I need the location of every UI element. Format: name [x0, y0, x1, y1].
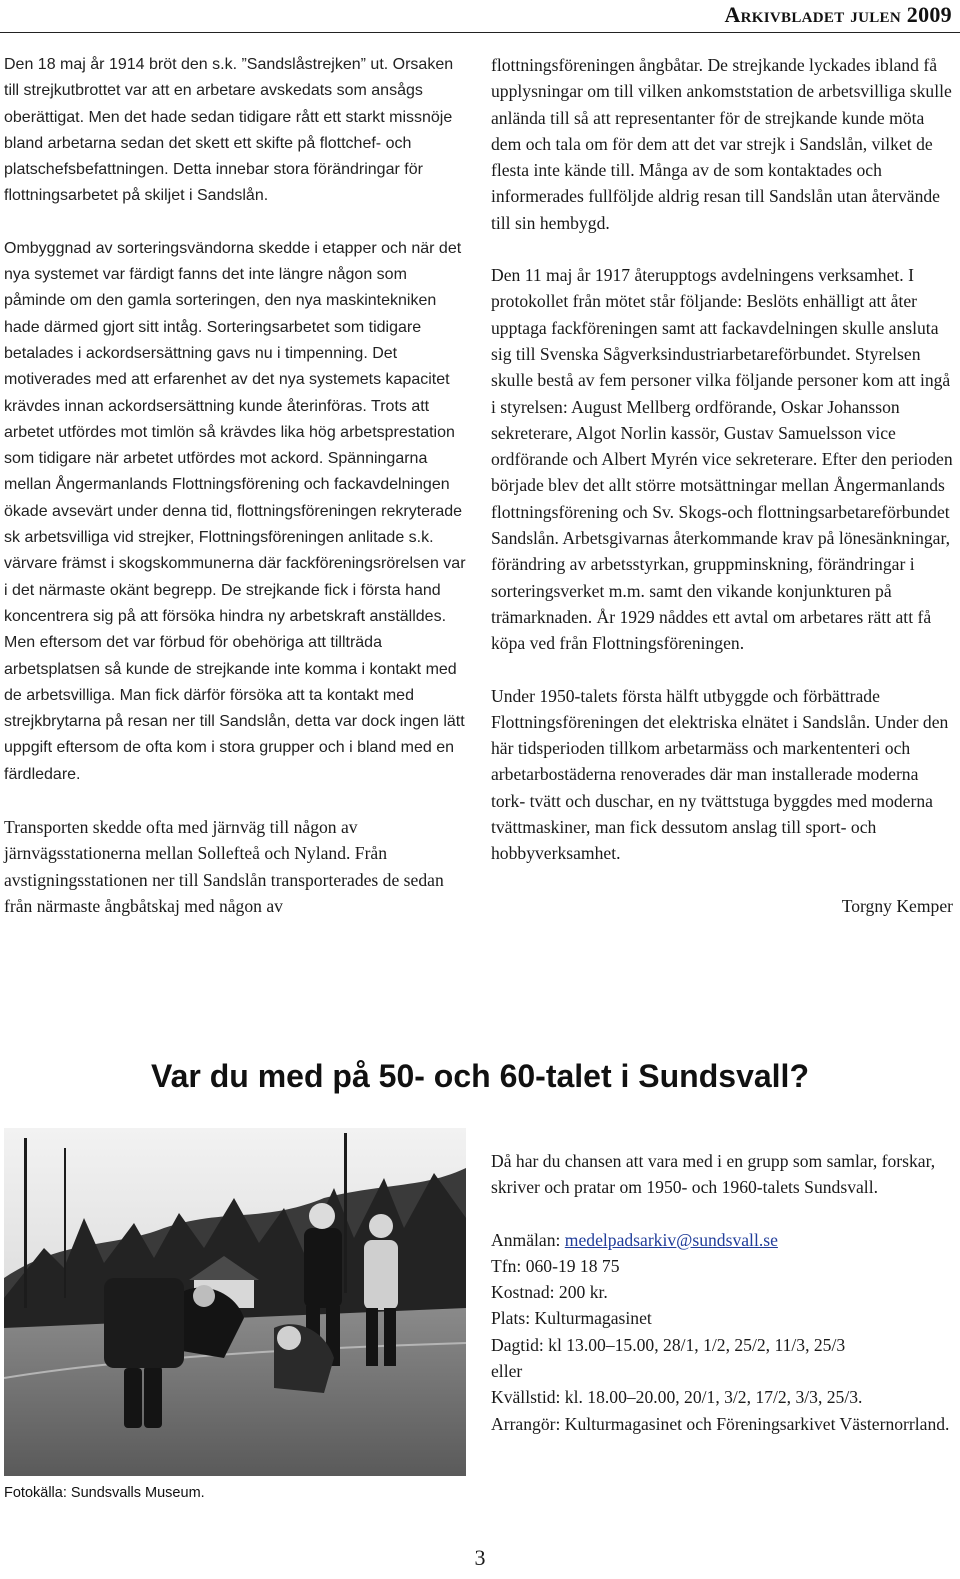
organizer-line: Arrangör: Kulturmagasinet och Föreningsarkivet Västernorrland. — [491, 1413, 950, 1434]
left-column — [4, 52, 466, 945]
signup-email-link[interactable]: medelpadsarkiv@sundsvall.se — [564, 1229, 778, 1250]
ad-intro: Då har du chansen att vara med i en grupp som samlar, forskar, skriver och pratar om 1950- och 1960-talets Sundsvall. — [491, 1151, 936, 1198]
article-paragraph: Under 1950-talets första hälft utbyggde och förbättrade Flottningsföreningen det elektriska elnätet i Sandslån. Under den här tidsperioden tillkom arbetarmäss och markententeri och arbetarbostäderna renoverades där man installerade moderna tork- tvätt och duschar, en ny tvättstuga byggdes med moderna tvättmaskiner, man fick dessutom anslag till sport- och hobbyverksamhet. — [491, 685, 949, 864]
historical-photo — [4, 1128, 466, 1476]
page-header — [0, 0, 960, 36]
phone-line: Tfn: 060-19 18 75 — [491, 1255, 620, 1276]
ad-body — [491, 1148, 953, 1437]
place-line: Plats: Kulturmagasinet — [491, 1308, 652, 1329]
cost-line: Kostnad: 200 kr. — [491, 1282, 608, 1303]
right-column — [491, 52, 953, 945]
article-paragraph: flottningsföreningen ångbåtar. De strejkande lyckades ibland få upplysningar om till vilken ankomststation de arbetsvilliga skulle anlända till så att representanter för de strejkande kunde möta dem och tala om för dem att det var strejk i Sandslån, vilket de flesta inte kände till. Många av de som kontaktades och informerades fullföljde aldrig resan till Sandslån utan återvände till sin hembygd. — [491, 55, 952, 233]
article-paragraph: Den 11 maj år 1917 återupptogs avdelningens verksamhet. I protokollet från mötet står följande: Beslöts enhälligt att åter upptaga fackföreningen samt att fackavdelningen skulle ansluta sig till Svenska Sågverksindustriarbetareförbundet. Styrelsen skulle bestå av fem personer vilka följande personer kom att ingå i styrelsen: August Mellberg ordförande, Oskar Johansson sekreterare, Algot Norlin kassör, Gustav Samuelsson vice ordförande och Albert Myrén vice sekreterare. Efter den perioden började blev det allt större motsättningar mellan Ångermanlands flottningsförening och Sv. Skogs-och flottningsarbetareförbundet Sandslån. Arbetsgivarnas återkommande krav på lönesänkningar, förändring av arbetsstyrkan, gruppminskning, förändringar i sorteringsverket m.m. samt den vikande konjunkturen på trämarknaden. År 1929 nåddes ett avtal om arbetares rätt att få köpa ved från Flottningsföreningen. — [491, 265, 953, 654]
signup-line — [491, 1227, 953, 1253]
article-paragraph: Ombyggnad av sorteringsvändorna skedde i etapper och när det nya systemet var färdigt fanns det inte längre någon som påminde om den gamla sorteringen, den nya maskintekniken hade därmed gjort sitt intåg. Sorteringsarbetet som tidigare betalades i ackordsersättning gavs nu i timpenning. Det motiverades med att erfarenhet av det nya systemets kapacitet krävdes innan ackordsersättning kunde återinföras. Trots att arbetet utfördes mot timlön så krävdes lika hög arbetsprestation som tidigare när arbetet utfördes mot ackord. Spänningarna mellan Ångermanlands Flottningsförening och fackavdelningen ökade avsevärt under denna tid, flottningsföreningen rekryterade sk arbetsvilliga vid strejker, Flottningsföreningen anlitade s.k. värvare främst i skogskommunerna där fackföreningsrörelsen var i det närmaste okänt begrepp. De strejkande fick i första hand koncentrera sig på att försöka hindra ny arbetskraft anställdes. Men eftersom det var förbud för obehöriga att tillträda arbetsplatsen så kunde de strejkande inte komma i kontakt med de arbetsvilliga. Man fick därför försöka att ta kontakt med strejkbrytarna på resan ner till Sandslån, detta var dock ingen lätt uppgift eftersom de ofta kom i stora grupper och i bland med en färdledare. — [4, 239, 466, 783]
author-signature: Torgny Kemper — [841, 895, 953, 916]
header-rule — [0, 32, 960, 33]
signup-label: Anmälan: — [491, 1229, 565, 1250]
daytime-line: Dagtid: kl 13.00–15.00, 28/1, 1/2, 25/2, 11/3, 25/3 — [491, 1334, 846, 1355]
article-paragraph: Den 18 maj år 1914 bröt den s.k. ”Sandslåstrejken” ut. Orsaken till strejkutbrottet var att en arbetare avskedats som ansågs oberättigat. Men det hade sedan tidigare rått ett starkt missnöje bland arbetarna sedan det skett ett skifte på flottchef- och platschefsbefattningen. Detta innebar stora förändringar för flottningsarbetet på skiljet i Sandslån. — [4, 56, 454, 205]
photo-caption: Fotokälla: Sundsvalls Museum. — [4, 1485, 205, 1501]
article-paragraph: Transporten skedde ofta med järnväg till någon av järnvägsstationerna mellan Sollefteå och Nyland. Från avstigningsstationen ner till Sandslån transporterades de sedan från närmaste ångbåtskaj med någon av — [4, 817, 444, 916]
publication-title: Arkivbladet julen 2009 — [724, 2, 952, 27]
evening-line: Kvällstid: kl. 18.00–20.00, 20/1, 3/2, 17/2, 3/3, 25/3. — [491, 1387, 863, 1408]
or-line: eller — [491, 1361, 523, 1382]
ad-heading: Var du med på 50- och 60-talet i Sundsvall? — [151, 1058, 809, 1094]
page-number: 3 — [474, 1545, 486, 1570]
